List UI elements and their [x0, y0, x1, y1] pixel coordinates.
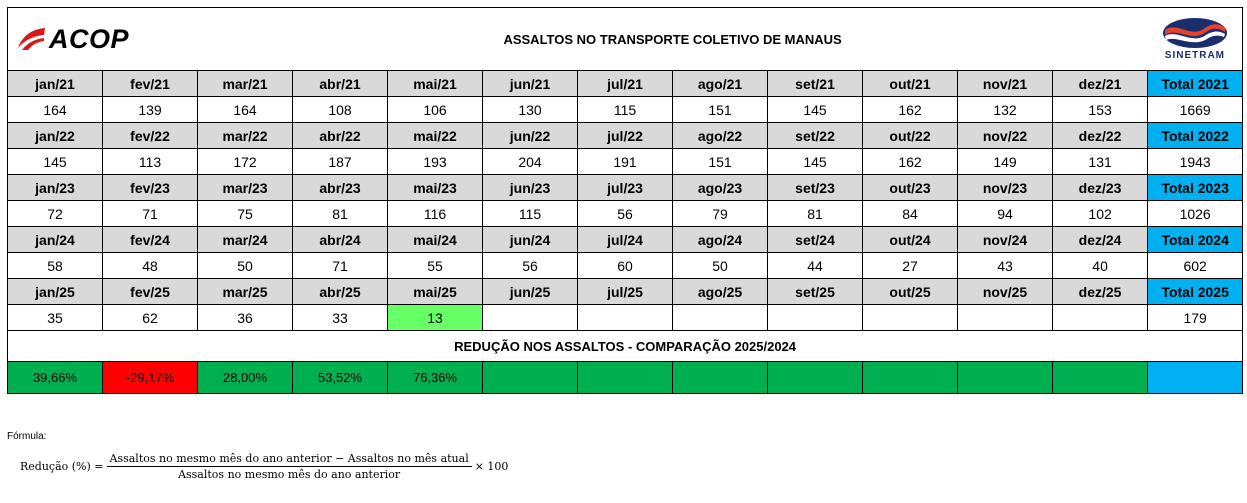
month-header: fev/24 — [103, 227, 198, 253]
month-header: fev/22 — [103, 123, 198, 149]
month-value — [578, 305, 673, 331]
month-value: 44 — [768, 253, 863, 279]
month-value: 145 — [768, 97, 863, 123]
month-value: 56 — [578, 201, 673, 227]
title-row — [8, 8, 1243, 71]
month-value: 62 — [103, 305, 198, 331]
acop-logo — [16, 24, 198, 55]
month-header: abr/22 — [293, 123, 388, 149]
month-value: 60 — [578, 253, 673, 279]
month-value: 75 — [198, 201, 293, 227]
month-value: 130 — [483, 97, 578, 123]
total-value: 1943 — [1148, 149, 1243, 175]
formula-rhs: × 100 — [474, 460, 509, 473]
total-value: 1669 — [1148, 97, 1243, 123]
total-header: Total 2022 — [1148, 123, 1243, 149]
reduction-value — [768, 362, 863, 394]
month-header: abr/21 — [293, 71, 388, 97]
month-header: jun/25 — [483, 279, 578, 305]
month-value: 162 — [863, 97, 958, 123]
reduction-value — [958, 362, 1053, 394]
month-header: jul/24 — [578, 227, 673, 253]
month-header: jul/25 — [578, 279, 673, 305]
acop-logo-cell — [8, 8, 198, 71]
reduction-value: 53,52% — [293, 362, 388, 394]
month-header: nov/24 — [958, 227, 1053, 253]
month-value: 172 — [198, 149, 293, 175]
reduction-value: 76,36% — [388, 362, 483, 394]
month-value: 145 — [768, 149, 863, 175]
month-value: 139 — [103, 97, 198, 123]
month-value: 187 — [293, 149, 388, 175]
month-header: ago/21 — [673, 71, 768, 97]
month-header: jun/21 — [483, 71, 578, 97]
month-header: jun/23 — [483, 175, 578, 201]
month-value: 50 — [198, 253, 293, 279]
month-header: jul/22 — [578, 123, 673, 149]
month-header: out/25 — [863, 279, 958, 305]
total-header: Total 2023 — [1148, 175, 1243, 201]
formula-label: Fórmula: — [7, 431, 47, 442]
month-value: 151 — [673, 97, 768, 123]
assaltos-table — [7, 7, 1243, 394]
reduction-value — [578, 362, 673, 394]
month-value: 71 — [103, 201, 198, 227]
month-header-row — [8, 123, 1243, 149]
month-header: dez/22 — [1053, 123, 1148, 149]
month-value: 106 — [388, 97, 483, 123]
month-header-row — [8, 175, 1243, 201]
values-row — [8, 149, 1243, 175]
sinetram-logo-cell — [1148, 8, 1243, 71]
month-value — [673, 305, 768, 331]
month-header: fev/21 — [103, 71, 198, 97]
reduction-value: 28,00% — [198, 362, 293, 394]
month-header: nov/23 — [958, 175, 1053, 201]
month-value: 50 — [673, 253, 768, 279]
month-header: set/21 — [768, 71, 863, 97]
month-header: set/25 — [768, 279, 863, 305]
formula-numerator: Assaltos no mesmo mês do ano anterior − Assaltos no mês atual — [107, 452, 472, 467]
total-header: Total 2025 — [1148, 279, 1243, 305]
values-row — [8, 201, 1243, 227]
reduction-value — [1053, 362, 1148, 394]
month-value — [1053, 305, 1148, 331]
month-value: 162 — [863, 149, 958, 175]
month-value: 13 — [388, 305, 483, 331]
month-header: nov/25 — [958, 279, 1053, 305]
month-value: 36 — [198, 305, 293, 331]
month-header: jan/25 — [8, 279, 103, 305]
month-header: mar/25 — [198, 279, 293, 305]
month-header: out/21 — [863, 71, 958, 97]
month-header: dez/21 — [1053, 71, 1148, 97]
month-header: mai/25 — [388, 279, 483, 305]
month-value: 43 — [958, 253, 1053, 279]
month-value: 193 — [388, 149, 483, 175]
month-header: out/23 — [863, 175, 958, 201]
month-value — [863, 305, 958, 331]
month-header: ago/23 — [673, 175, 768, 201]
month-value: 71 — [293, 253, 388, 279]
month-header: abr/24 — [293, 227, 388, 253]
month-value: 151 — [673, 149, 768, 175]
month-header: jan/22 — [8, 123, 103, 149]
month-header-row — [8, 279, 1243, 305]
month-value — [483, 305, 578, 331]
reduction-formula — [20, 452, 508, 481]
acop-swoosh-icon — [16, 26, 46, 52]
month-header: jun/22 — [483, 123, 578, 149]
sinetram-logo — [1148, 17, 1243, 61]
month-header: mai/21 — [388, 71, 483, 97]
month-value: 27 — [863, 253, 958, 279]
month-value: 40 — [1053, 253, 1148, 279]
reduction-value — [863, 362, 958, 394]
month-header: mai/23 — [388, 175, 483, 201]
month-header: mar/23 — [198, 175, 293, 201]
total-value: 602 — [1148, 253, 1243, 279]
month-header: ago/24 — [673, 227, 768, 253]
month-header: abr/25 — [293, 279, 388, 305]
month-value: 115 — [483, 201, 578, 227]
month-value: 132 — [958, 97, 1053, 123]
reduction-row — [8, 362, 1243, 394]
total-value: 1026 — [1148, 201, 1243, 227]
month-header: out/24 — [863, 227, 958, 253]
month-value: 55 — [388, 253, 483, 279]
month-value: 108 — [293, 97, 388, 123]
month-value: 72 — [8, 201, 103, 227]
reduction-value — [483, 362, 578, 394]
month-header: out/22 — [863, 123, 958, 149]
formula-fraction — [107, 452, 472, 481]
month-value: 113 — [103, 149, 198, 175]
reduction-title-row — [8, 331, 1243, 362]
month-header: mar/21 — [198, 71, 293, 97]
month-value: 84 — [863, 201, 958, 227]
values-row — [8, 253, 1243, 279]
month-value: 115 — [578, 97, 673, 123]
month-header-row — [8, 71, 1243, 97]
month-header: jan/24 — [8, 227, 103, 253]
acop-logo-text: ACOP — [49, 23, 130, 54]
month-value: 35 — [8, 305, 103, 331]
month-value: 145 — [8, 149, 103, 175]
month-header: abr/23 — [293, 175, 388, 201]
reduction-value — [673, 362, 768, 394]
month-value: 116 — [388, 201, 483, 227]
month-header: fev/23 — [103, 175, 198, 201]
month-value: 204 — [483, 149, 578, 175]
month-header: nov/22 — [958, 123, 1053, 149]
month-header: dez/25 — [1053, 279, 1148, 305]
month-header: dez/23 — [1053, 175, 1148, 201]
month-value: 58 — [8, 253, 103, 279]
page-title: ASSALTOS NO TRANSPORTE COLETIVO DE MANAUS — [198, 8, 1148, 71]
month-header: mar/22 — [198, 123, 293, 149]
month-value: 131 — [1053, 149, 1148, 175]
formula-denominator: Assaltos no mesmo mês do ano anterior — [178, 468, 401, 481]
month-value: 191 — [578, 149, 673, 175]
month-header: jul/21 — [578, 71, 673, 97]
month-value: 33 — [293, 305, 388, 331]
month-value: 164 — [198, 97, 293, 123]
month-value: 102 — [1053, 201, 1148, 227]
reduction-value: 39,66% — [8, 362, 103, 394]
month-value — [958, 305, 1053, 331]
month-header: jan/21 — [8, 71, 103, 97]
month-value: 94 — [958, 201, 1053, 227]
month-header: mar/24 — [198, 227, 293, 253]
formula-lhs: Redução (%) = — [20, 460, 104, 473]
month-value: 81 — [768, 201, 863, 227]
values-row — [8, 305, 1243, 331]
total-header: Total 2024 — [1148, 227, 1243, 253]
month-header: set/24 — [768, 227, 863, 253]
total-value: 179 — [1148, 305, 1243, 331]
month-header: mai/22 — [388, 123, 483, 149]
month-header: ago/25 — [673, 279, 768, 305]
month-value — [768, 305, 863, 331]
month-header: set/23 — [768, 175, 863, 201]
month-header: jan/23 — [8, 175, 103, 201]
month-header-row — [8, 227, 1243, 253]
month-value: 149 — [958, 149, 1053, 175]
month-header: jun/24 — [483, 227, 578, 253]
sinetram-wave-icon — [1161, 17, 1229, 49]
month-value: 48 — [103, 253, 198, 279]
values-row — [8, 97, 1243, 123]
reduction-value: -29,17% — [103, 362, 198, 394]
total-header: Total 2021 — [1148, 71, 1243, 97]
month-header: nov/21 — [958, 71, 1053, 97]
month-value: 56 — [483, 253, 578, 279]
reduction-total — [1148, 362, 1243, 394]
month-value: 153 — [1053, 97, 1148, 123]
month-header: jul/23 — [578, 175, 673, 201]
month-value: 81 — [293, 201, 388, 227]
month-header: mai/24 — [388, 227, 483, 253]
month-header: fev/25 — [103, 279, 198, 305]
month-header: ago/22 — [673, 123, 768, 149]
month-value: 164 — [8, 97, 103, 123]
sinetram-logo-text: SINETRAM — [1164, 50, 1226, 61]
month-header: set/22 — [768, 123, 863, 149]
month-header: dez/24 — [1053, 227, 1148, 253]
reduction-title: REDUÇÃO NOS ASSALTOS - COMPARAÇÃO 2025/2024 — [8, 331, 1243, 362]
month-value: 79 — [673, 201, 768, 227]
